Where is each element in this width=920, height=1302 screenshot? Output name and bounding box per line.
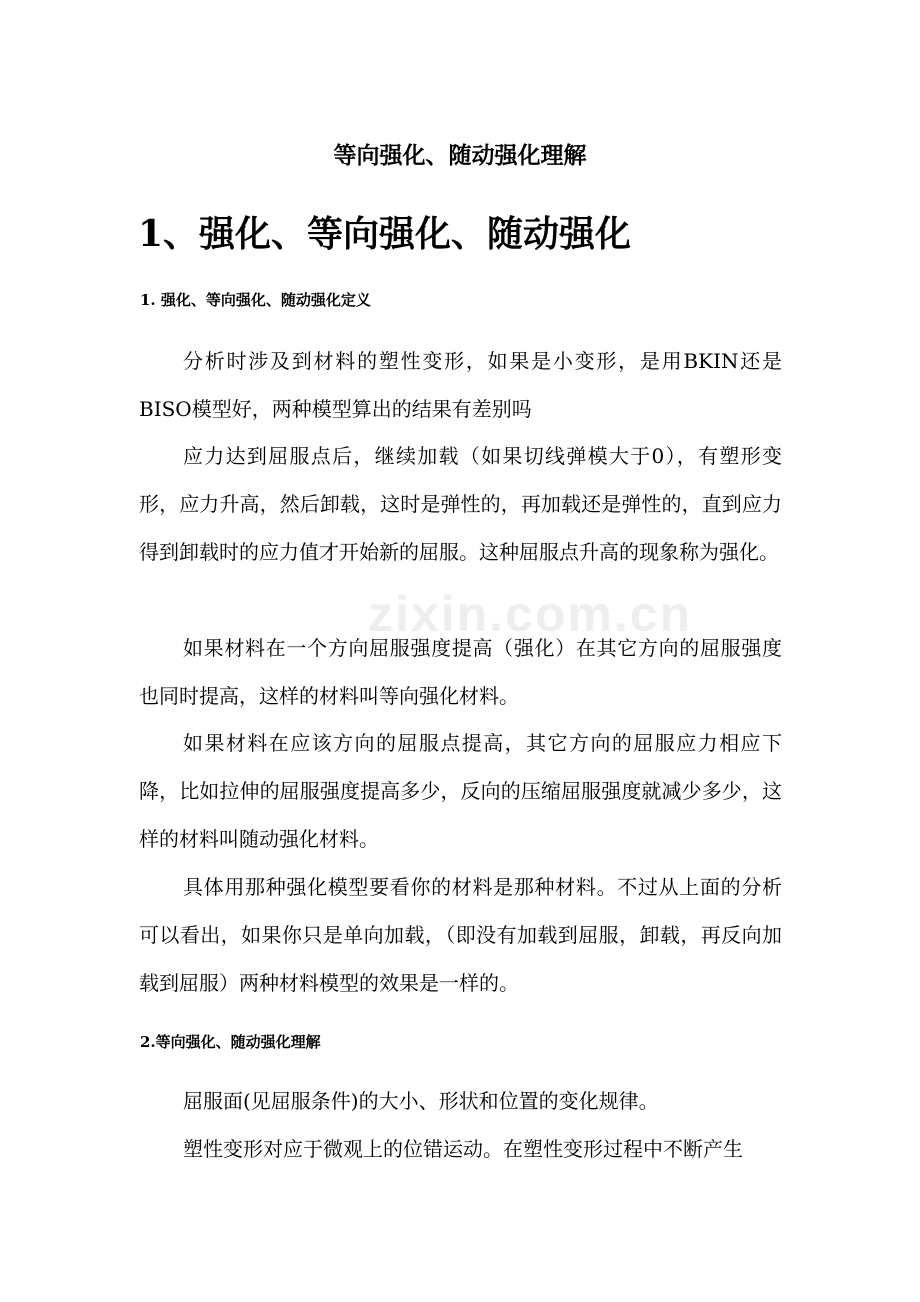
- paragraph-7: 塑性变形对应于微观上的位错运动。在塑性变形过程中不断产生: [183, 1137, 743, 1161]
- section-1-heading: 1. 强化、等向强化、随动强化定义: [140, 291, 371, 309]
- paragraph-2: 应力达到屈服点后，继续加载（如果切线弹模大于0），有塑形变形，应力升高，然后卸载，这时是弹性的，再加载还是弹性的，直到应力得到卸载时的应力值才开始新的屈服。这种屈服点升高的现象称为强化。: [139, 444, 782, 564]
- paragraph-5: 具体用那种强化模型要看你的材料是那种材料。不过从上面的分析可以看出，如果你只是单向加载，（即没有加载到屈服，卸载，再反向加载到屈服）两种材料模型的效果是一样的。: [139, 875, 782, 995]
- heading-1: 1、强化、等向强化、随动强化: [138, 213, 632, 255]
- paragraph-6: 屈服面(见屈服条件)的大小、形状和位置的变化规律。: [183, 1089, 659, 1113]
- paragraph-3: 如果材料在一个方向屈服强度提高（强化）在其它方向的屈服强度也同时提高，这样的材料叫等向强化材料。: [139, 636, 782, 708]
- document-title: 等向强化、随动强化理解: [333, 142, 587, 169]
- watermark: zixin.com.cn: [368, 586, 693, 642]
- paragraph-4: 如果材料在应该方向的屈服点提高，其它方向的屈服应力相应下降，比如拉伸的屈服强度提高多少，反向的压缩屈服强度就减少多少，这样的材料叫随动强化材料。: [139, 731, 782, 851]
- section-2-heading: 2.等向强化、随动强化理解: [140, 1033, 321, 1051]
- paragraph-1: 分析时涉及到材料的塑性变形，如果是小变形，是用BKIN还是BISO模型好，两种模型算出的结果有差别吗: [139, 349, 782, 421]
